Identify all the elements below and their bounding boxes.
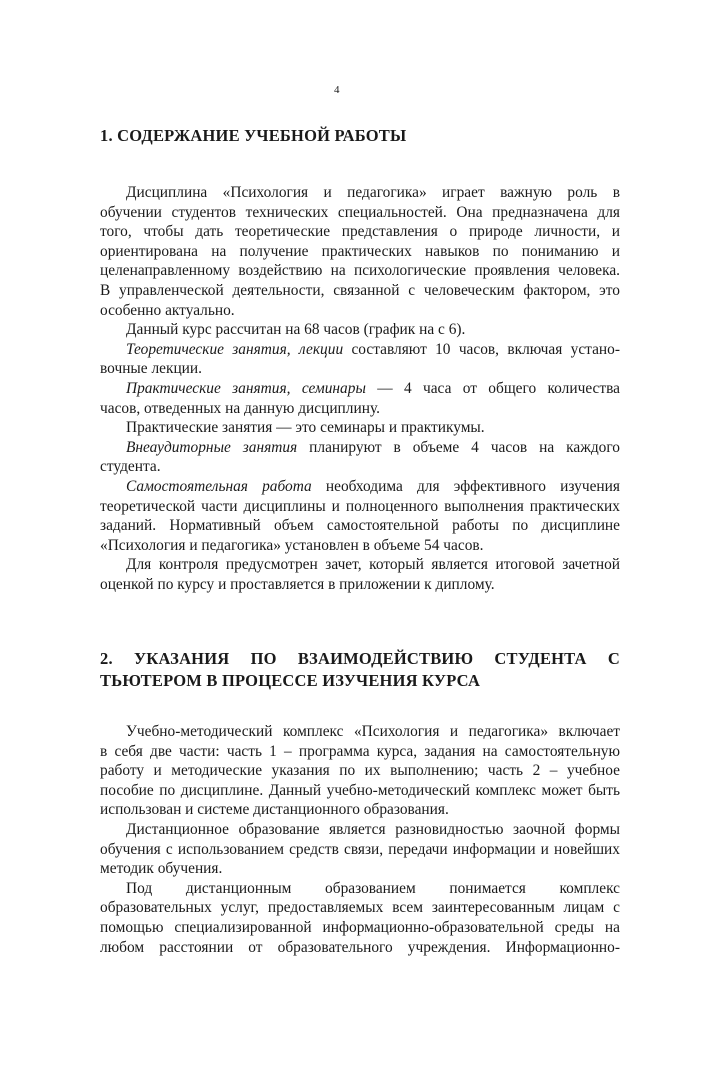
text-line: любом расстоянии от образовательного учреждения. Информационно- [100, 938, 620, 956]
text-line: Для контроля предусмотрен зачет, который является итоговой зачетной [126, 556, 620, 574]
text-line: работу и методические указания по их выполнению; часть 2 – учебное [100, 762, 620, 780]
text-line: пособие по дисциплине. Данный учебно-методический комплекс может быть [100, 781, 620, 799]
text-fragment: планируют в объеме 4 часов на каждого [297, 438, 620, 456]
text-line: теоретической части дисциплины и полноценного выполнения практических [100, 497, 620, 515]
text-line: Под дистанционным образованием понимается комплекс [126, 879, 620, 897]
text-line: студента. [100, 458, 161, 476]
text-line [100, 379, 620, 399]
text-fragment: необходима для эффективного изучения [311, 477, 620, 495]
text-line: использован и системе дистанционного образования. [100, 801, 449, 819]
text-line: методик обучения. [100, 860, 223, 878]
italic-term: Теоретические занятия, лекции [126, 340, 344, 358]
text-line: оценкой по курсу и проставляется в приложении к диплому. [100, 575, 495, 593]
section-1-heading: 1. СОДЕРЖАНИЕ УЧЕБНОЙ РАБОТЫ [100, 126, 407, 145]
heading-line: ТЬЮТЕРОМ В ПРОЦЕССЕ ИЗУЧЕНИЯ КУРСА [100, 671, 481, 690]
section-2-heading [100, 648, 620, 692]
text-line: ориентирована на получение практических навыков по пониманию и [100, 242, 620, 260]
text-line: Дисциплина «Психология и педагогика» играет важную роль в [126, 184, 620, 201]
text-line: особенно актуально. [100, 301, 235, 319]
text-line: «Психология и педагогика» установлен в объеме 54 часов. [100, 536, 484, 554]
text-fragment: составляют 10 часов, включая устано- [343, 340, 620, 358]
text-line: образовательных услуг, предоставляемых всем заинтересованным лицам с [100, 899, 620, 917]
text-line: Практические занятия — это семинары и практикумы. [126, 419, 485, 437]
text-fragment: — 4 часа от общего количества [365, 379, 620, 397]
text-line: в себя две части: часть 1 – программа курса, задания на самостоятельную [100, 742, 620, 760]
text-line: обучении студентов технических специальностей. Она предназначена для [100, 203, 620, 221]
section-1-body [100, 183, 620, 594]
italic-term: Практические занятия, семинары [126, 379, 366, 397]
text-line: помощью специализированной информационно-образовательной среды на [100, 918, 620, 936]
text-line: вочные лекции. [100, 360, 203, 378]
text-line: обучения с использованием средств связи, передачи информации и новейших [100, 840, 620, 858]
text-line: часов, отведенных на данную дисциплину. [100, 399, 380, 417]
text-line: Учебно-методический комплекс «Психология и педагогика» включает [126, 723, 620, 740]
italic-term: Самостоятельная работа [126, 477, 312, 495]
section-2-body [100, 722, 620, 957]
text-line [100, 340, 620, 360]
text-line: целенаправленному воздействию на психологические проявления человека. [100, 262, 620, 280]
italic-term: Внеаудиторные занятия [126, 438, 298, 456]
text-line [100, 438, 620, 458]
text-line: В управленческой деятельности, связанной с человеческим фактором, это [100, 281, 620, 299]
heading-line: 2. УКАЗАНИЯ ПО ВЗАИМОДЕЙСТВИЮ СТУДЕНТА С [100, 649, 620, 668]
text-line: заданий. Нормативный объем самостоятельной работы по дисциплине [100, 517, 620, 535]
text-line [100, 477, 620, 497]
page-number: 4 [334, 84, 340, 96]
text-line: Данный курс рассчитан на 68 часов (график на с 6). [126, 321, 466, 339]
text-line: того, чтобы дать теоретические представления о природе личности, и [100, 223, 620, 241]
text-line: Дистанционное образование является разновидностью заочной формы [126, 820, 620, 838]
